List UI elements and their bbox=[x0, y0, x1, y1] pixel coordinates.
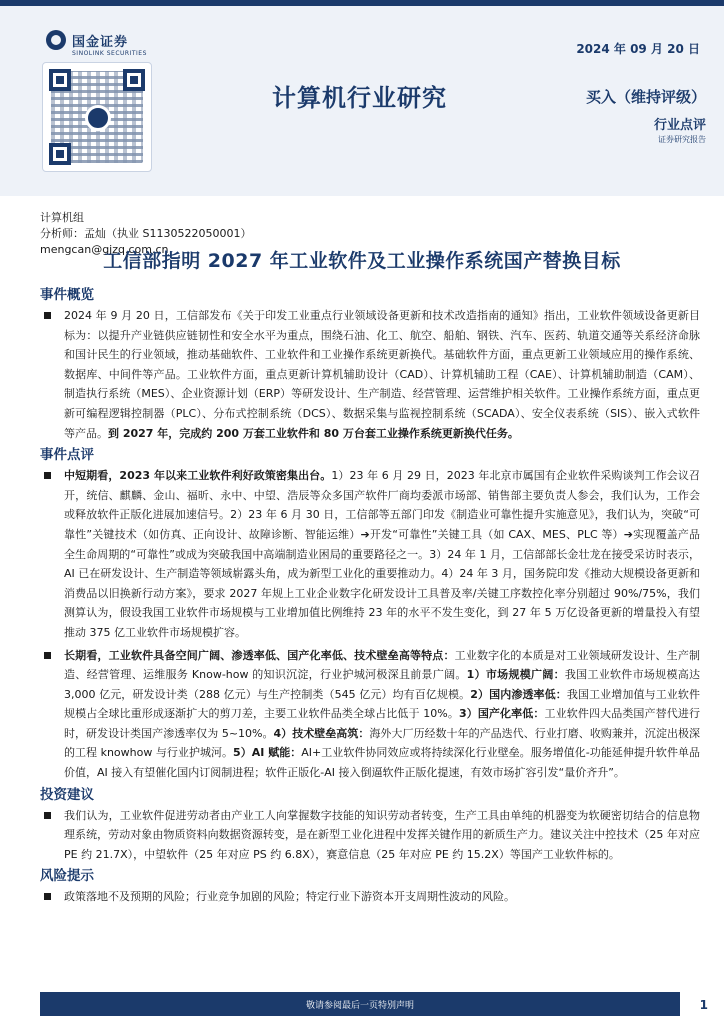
risk-text: 政策落地不及预期的风险；行业竞争加剧的风险；特定行业下游资本开支周期性波动的风险。 bbox=[64, 890, 515, 904]
review-key-localization: 3）国产化率低： bbox=[458, 707, 545, 721]
advice-paragraph bbox=[40, 806, 700, 865]
analyst-group: 计算机组 bbox=[40, 211, 84, 224]
review-body-text: 我国工业软件市场规模高达 3,000 亿元，研发设计类（288 亿元）与生产控制类（545 亿元）均有百亿规模。 bbox=[64, 668, 701, 701]
logo-text: 国金证券 bbox=[72, 34, 129, 50]
report-type: 行业点评 bbox=[653, 118, 706, 133]
qr-center-logo-icon bbox=[85, 105, 111, 131]
analyst-email[interactable]: mengcan@gjzq.com.cn bbox=[40, 243, 169, 256]
section-title-advice: 投资建议 bbox=[40, 786, 94, 803]
review-lead-short-term: 中短期看，2023 年以来工业软件利好政策密集出台。 bbox=[64, 469, 332, 483]
header-strip bbox=[0, 0, 724, 6]
main-title: 工信部指明 2027 年工业软件及工业操作系统国产替换目标 bbox=[103, 250, 621, 272]
review-body-text: 工业数字化的本质是对工业领域研发设计、生产制造、经营管理、运维服务 Know-how 的知识沉淀，行业护城河极深且前景广阔。 bbox=[64, 648, 700, 682]
risk-paragraph bbox=[40, 887, 700, 907]
qr-finder-icon bbox=[123, 69, 145, 91]
section-title-overview: 事件概览 bbox=[40, 287, 94, 303]
overview-paragraph bbox=[40, 306, 700, 443]
review-body-text: AI+工业软件协同效应或将持续深化行业壁垒。服务增值化-功能延伸提升软件单品价值，AI 接入有望催化国内订阅制进程；软件正版化-AI 接入倒逼软件正版化提速，有效市场扩容引发“量价齐升”。 bbox=[64, 746, 701, 780]
rating: 买入（维持评级） bbox=[585, 88, 706, 106]
review-body-text: 我国工业增加值与工业软件规模占全球比重形成逐渐扩大的剪刀差，主要工业软件品类全球占比低于 10%。 bbox=[64, 687, 701, 721]
overview-text: 2024 年 9 月 20 日，工信部发布《关于印发工业重点行业领域设备更新和技术改造指南的通知》指出，工业软件领域设备更新目标为：以提升产业链供应链韧性和安全水平为重点，围绕石油、化工、航空、船舶、钢铁、汽车、医药、轨道交通等关系经济命脉和国计民生的行业领域，推动基础软件、工业软件和工业操作系统更新换代。基础软件方面，重点更新工业领域应用的操作系统、数据库、中间件等产品。工业软件方面，重点更新计算机辅助设计（CAD）、计算机辅助工程（CAE）、计算机辅助制造（CAM）、制造执行系统（MES）、企业资源计划（ERP）等研发设计、生产制造、经营管理、运营维护相关软件。工业操作系统方面，重点更新可编程逻辑控制器（PLC）、分布式控制系统（DCS）、数据采集与监视控制系统（SCADA）、安全仪表系统（SIS）、嵌入式软件等产品。 bbox=[64, 309, 700, 440]
report-date: 2024 年 09 月 20 日 bbox=[576, 42, 700, 56]
overview-target-text: 到 2027 年，完成约 200 万套工业软件和 80 万台套工业操作系统更新换代任务。 bbox=[108, 426, 519, 440]
logo-english: SINOLINK SECURITIES bbox=[72, 50, 147, 57]
logo-mark-icon bbox=[46, 30, 66, 50]
review-body-short-term: 1）23 年 6 月 29 日，2023 年北京市属国有企业软件采购谈判工作会议召开，统信、麒麟、金山、福昕、永中、中望、浩辰等众多国产软件厂商均委派市场部、销售部主要负责人参会，我们认为，工作会或释放软件正版化进展加速信号。2）23 年 6 月 30 日，工信部等五部门印发《制造业可靠性提升实施意见》，我们认为，突破“可靠性”关键技术（如仿真、正向设计、故障诊断、智能运维）➔开发“可靠性”关键工具（如 CAX、MES、PLC 等）➔实现覆盖产品全生命周期的“可靠性”或成为突破我国中高端制造业困局的重要路径之一。3）24 年 1 月，工信部部长金壮龙在接受采访时表示，AI 已在研发设计、生产制造等领域崭露头角，成为新型工业化的重要推动力。4）24 年 3 月，国务院印发《推动大规模设备更新和消费品以旧换新行动方案》，要求 2027 年规上工业企业数字化研发设计工具普及率/关键工序数控化率分别超过 90%/75%，我们测算认为，假设我国工业软件市场规模与工业增加值比例维持 23 年的水平不发生变化，到 27 年 5 万亿设备更新的增量投入有望推动 375 亿工业软件市场规模扩容。 bbox=[64, 469, 700, 639]
qr-code bbox=[42, 62, 152, 172]
review-key-ai: 5）AI 赋能： bbox=[233, 746, 302, 760]
report-sub-label: 证券研究报告 bbox=[658, 135, 706, 144]
qr-finder-icon bbox=[49, 143, 71, 165]
review-body-text: 海外大厂历经数十年的产品迭代、行业打磨、收购兼并，沉淀出极深的工程 knowhow 与行业护城河。 bbox=[64, 726, 701, 760]
section-title-review: 事件点评 bbox=[40, 447, 94, 464]
report-body bbox=[40, 286, 700, 910]
review-key-market: 1）市场规模广阔： bbox=[466, 668, 565, 682]
bullet-icon bbox=[44, 652, 51, 659]
review-body-text: 工业软件四大品类国产替代进行时，研发设计类国产渗透率仅为 5~10%。 bbox=[64, 707, 700, 740]
company-logo bbox=[46, 30, 128, 50]
bullet-icon bbox=[44, 312, 51, 319]
bullet-icon bbox=[44, 812, 51, 819]
review-lead-long-term: 长期看，工业软件具备空间广阔、渗透率低、国产化率低、技术壁垒高等特点： bbox=[64, 648, 455, 662]
section-title-risk: 风险提示 bbox=[40, 868, 94, 885]
qr-finder-icon bbox=[49, 69, 71, 91]
analyst-name: 分析师：孟灿（执业 S1130522050001） bbox=[40, 227, 252, 240]
industry-title: 计算机行业研究 bbox=[272, 84, 447, 112]
bullet-icon bbox=[44, 472, 51, 479]
page-number: 1 bbox=[699, 998, 708, 1012]
advice-text: 我们认为，工业软件促进劳动者由产业工人向掌握数字技能的知识劳动者转变，生产工具由单纯的机器变为软硬密切结合的信息物理系统，劳动对象由物质资料向数据资源转变，是在新型工业化进程中发挥关键作用的新质生产力。建议关注中控技术（25 年对应 PE 约 21.7X），中望软件（25 年对应 PS 约 6.8X），赛意信息（25 年对应 PE 约 15.2X）等国产工业软件标的。 bbox=[64, 808, 700, 861]
review-paragraph-long-term bbox=[40, 646, 700, 783]
bullet-icon bbox=[44, 893, 51, 900]
review-key-barrier: 4）技术壁垒高筑： bbox=[273, 726, 370, 740]
footer-disclaimer[interactable]: 敬请参阅最后一页特别声明 bbox=[305, 1001, 414, 1011]
review-paragraph-short-term bbox=[40, 466, 700, 642]
review-key-penetration: 2）国内渗透率低： bbox=[470, 687, 567, 701]
